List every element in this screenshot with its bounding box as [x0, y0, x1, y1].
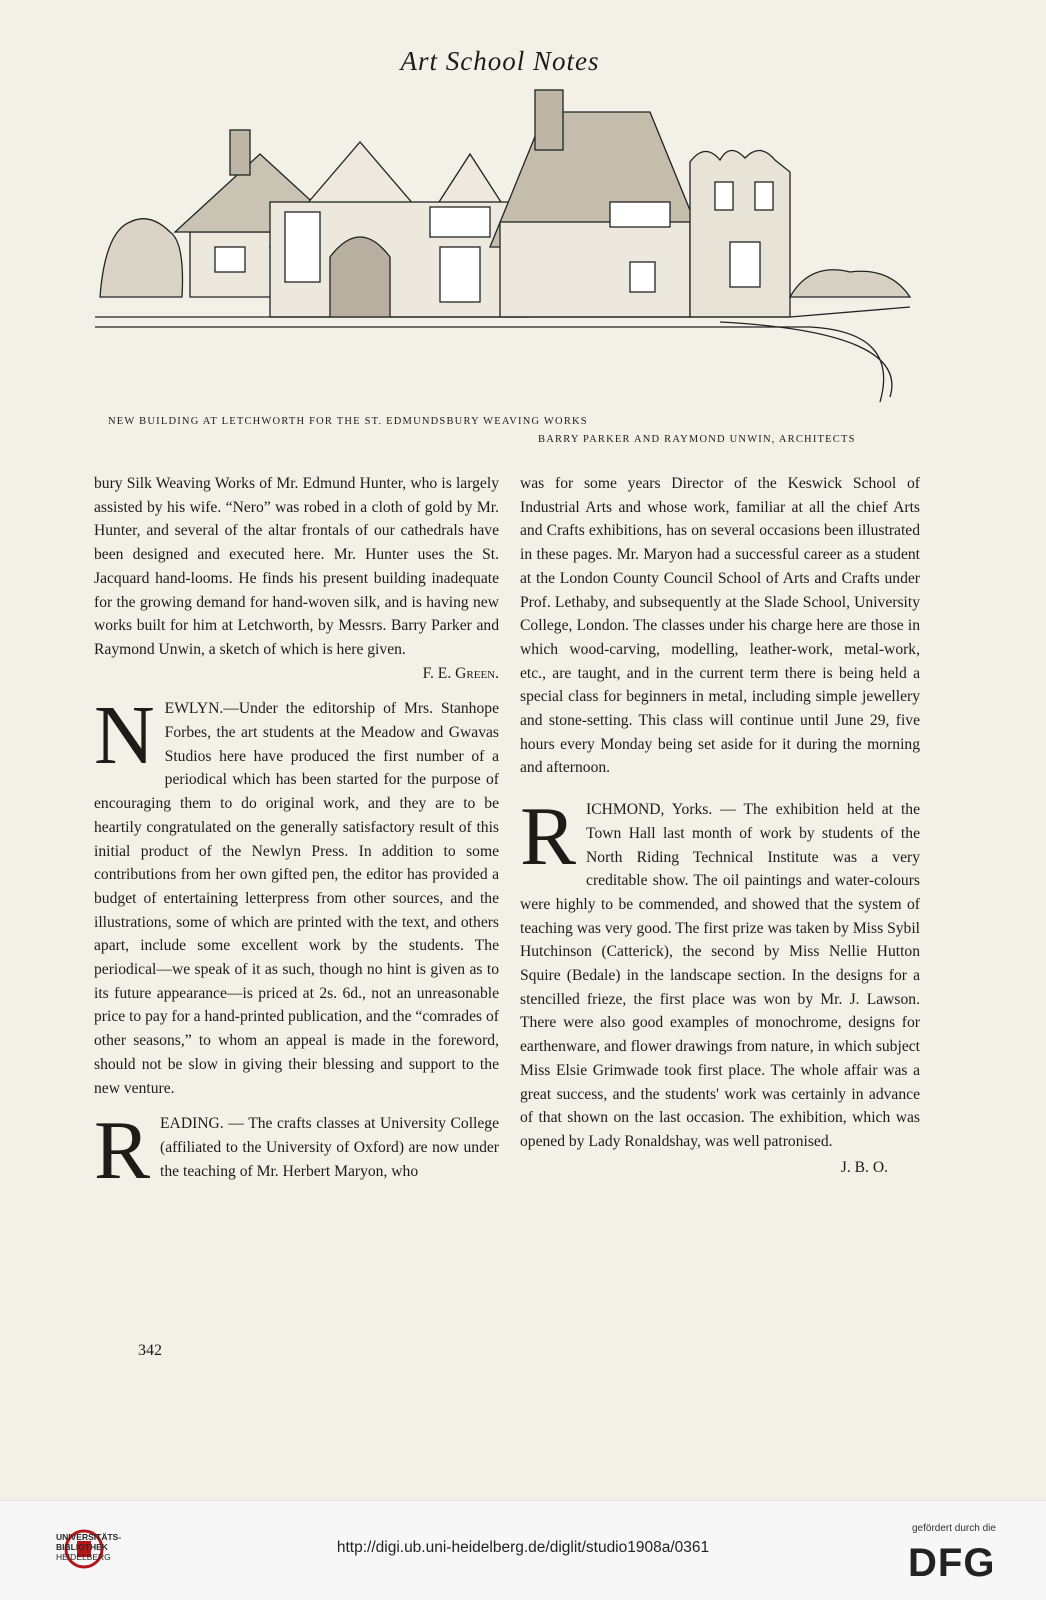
funded-by-label: gefördert durch die [912, 1523, 996, 1534]
digitization-url[interactable]: http://digi.ub.uni-heidelberg.de/diglit/studio1908a/0361 [336, 1539, 710, 1556]
reading-paragraph [94, 1104, 499, 1198]
newlyn-paragraph [94, 689, 499, 1100]
right-column [520, 472, 920, 1179]
building-illustration [90, 82, 920, 412]
richmond-paragraph [520, 790, 920, 1154]
library-line1: UNIVERSITÄTS- [56, 1532, 122, 1542]
figure-caption-title: NEW BUILDING AT LETCHWORTH FOR THE ST. EDMUNDSBURY WEAVING WORKS [108, 416, 588, 427]
library-line2: BIBLIOTHEK [56, 1542, 108, 1552]
richmond-signature: J. B. O. [840, 1158, 888, 1176]
newlyn-text: EWLYN.—Under the editorship of Mrs. Stanhope Forbes, the art students at the Meadow and Gwavas Studios here have produced the first number of a periodical which has been started for the purpose of encouraging them to do original work, and they are to be heartily congratulated on the generally satisfactory result of this initial product of the Newlyn Press. In addition to some contributions from her own gifted pen, the editor has provided a budget of entertaining letterpress from other sources, and the illustrations, some of which are printed with the text, and others apart, include some excellent work by the students. The periodical—we speak of it as such, though no hint is given as to its future appearance—is priced at 2s. 6d., not an unreasonable price to pay for a hand-printed publication, and the “comrades of other seasons,” to whom an appeal is made in the foreword, should not be slow in giving their blessing and support to the new venture. [94, 700, 499, 1097]
reading-dropcap: R [94, 1104, 151, 1198]
continuation-paragraph: bury Silk Weaving Works of Mr. Edmund Hunter, who is largely assisted by his wife. “Nero” was robed in a cloth of gold by Mr. Hunter, and several of the altar frontals of our cathedrals have been designed and executed here. Mr. Hunter uses the St. Jacquard hand-looms. He finds his present building inadequate for the growing demand for hand-woven silk, and is having new works built for him at Letchworth, by Messrs. Barry Parker and Raymond Unwin, a sketch of which is here given. [94, 475, 499, 658]
library-line3: HEIDELBERG [56, 1552, 111, 1562]
richmond-dropcap: R [520, 790, 577, 884]
continuation-signature: F. E. Green. [422, 664, 499, 682]
newlyn-dropcap: N [94, 689, 155, 783]
viewer-footer [0, 1500, 1046, 1600]
richmond-text: ICHMOND, Yorks. — The exhibition held at the Town Hall last month of work by students of the North Riding Technical Institute was a very creditable show. The oil paintings and water-colours were highly to be commended, and showed that the system of teaching was very good. The first prize was taken by Miss Sybil Hutchinson (Catterick), the second by Miss Nellie Hutton Squire (Bedale) in the landscape section. In the designs for a stencilled frieze, the first place was won by Mr. J. Lawson. There were also good examples of monochrome, designs for earthenware, and flower drawings from nature, in which subject Miss Elsie Grimwade took first place. The whole affair was a great success, and the students' work was certainly in advance of that shown on the last occasion. The exhibition, which was opened by Lady Ronaldshay, was well patronised. [520, 801, 920, 1150]
figure-caption-credit: BARRY PARKER AND RAYMOND UNWIN, ARCHITECTS [538, 434, 856, 445]
reading-continued-paragraph: was for some years Director of the Keswick School of Industrial Arts and whose work, familiar at all the chief Arts and Crafts exhibitions, has on several occasions been illustrated in these pages. Mr. Maryon had a successful career as a student at the London County Council School of Arts and Crafts under Prof. Lethaby, and subsequently at the Slade School, University College, London. The classes under his charge here are those in which wood-carving, modelling, leather-work, metal-work, etc., are taught, and in the current term there is being held a special class for beginners in metal, including simple jewellery and stone-setting. This class will continue until June 29, five hours every Monday being set aside for it during the morning and afternoon. [520, 475, 920, 777]
reading-text: EADING. — The crafts classes at University College (affiliated to the University of Oxford) are now under the teaching of Mr. Herbert Maryon, who [160, 1115, 499, 1180]
page-number: 342 [138, 1342, 162, 1359]
left-column [94, 472, 499, 1198]
dfg-logo: DFG [908, 1541, 996, 1585]
running-head: Art School Notes [400, 46, 600, 76]
